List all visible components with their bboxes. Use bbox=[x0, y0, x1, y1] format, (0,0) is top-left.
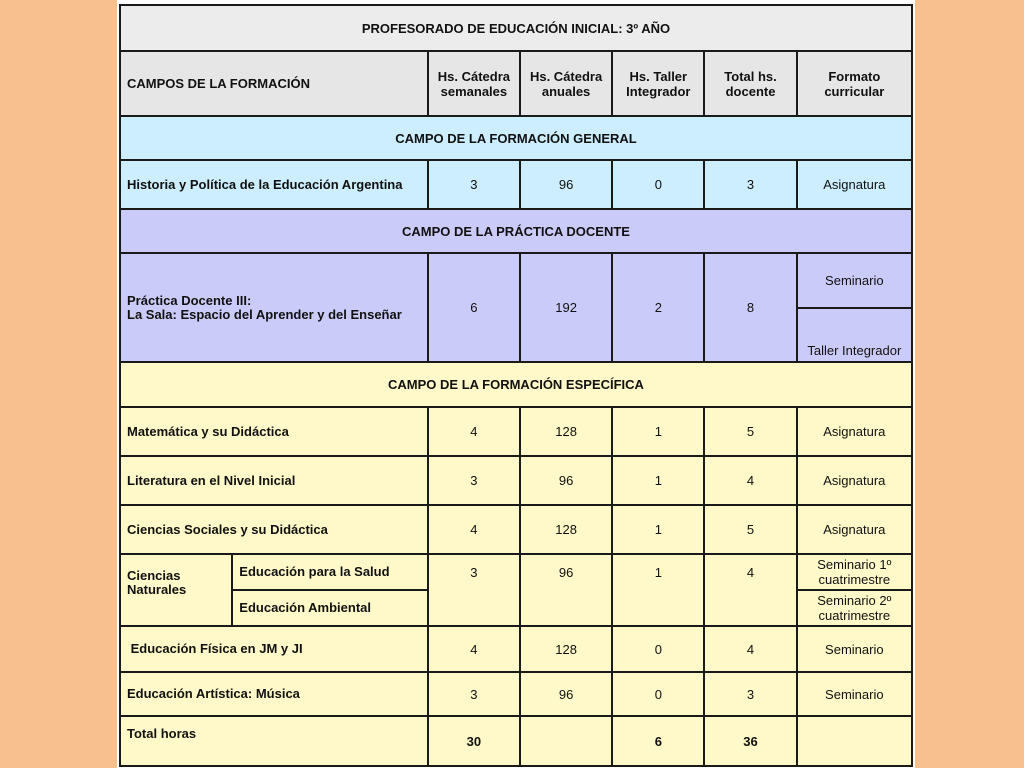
total-semanales: 30 bbox=[428, 716, 520, 766]
cell-semanales: 3 bbox=[428, 554, 520, 590]
subject-name: Educación para la Salud bbox=[232, 554, 427, 590]
subject-name-line1: Práctica Docente III: bbox=[127, 292, 252, 308]
subject-name-line2: La Sala: Espacio del Aprender y del Enseñar bbox=[127, 306, 402, 322]
subject-name: Literatura en el Nivel Inicial bbox=[120, 456, 428, 505]
band-general-label: CAMPO DE LA FORMACIÓN GENERAL bbox=[120, 116, 912, 160]
cell-total: 4 bbox=[704, 626, 796, 672]
cell-taller: 0 bbox=[612, 160, 704, 209]
totals-row bbox=[120, 716, 912, 766]
cell-taller: 2 bbox=[612, 253, 704, 362]
header-total: Total hs. docente bbox=[704, 51, 796, 116]
cell-anuales: 96 bbox=[520, 554, 612, 590]
subject-name: Educación Física en JM y JI bbox=[120, 626, 428, 672]
subject-name bbox=[120, 253, 428, 362]
table-title: PROFESORADO DE EDUCACIÓN INICIAL: 3º AÑO bbox=[120, 5, 912, 51]
cell-anuales: 128 bbox=[520, 626, 612, 672]
band-practica-label: CAMPO DE LA PRÁCTICA DOCENTE bbox=[120, 209, 912, 253]
cell-semanales: 3 bbox=[428, 672, 520, 716]
subject-name: Ciencias Sociales y su Didáctica bbox=[120, 505, 428, 554]
cell-taller: 1 bbox=[612, 456, 704, 505]
cell-total: 8 bbox=[704, 253, 796, 362]
band-especifica-label: CAMPO DE LA FORMACIÓN ESPECÍFICA bbox=[120, 362, 912, 407]
group-ciencias-naturales: Ciencias Naturales bbox=[120, 554, 232, 626]
table-row bbox=[120, 160, 912, 209]
band-practica bbox=[120, 209, 912, 253]
cell-total: 4 bbox=[704, 456, 796, 505]
cell-formato: Asignatura bbox=[797, 505, 912, 554]
cell-total: 5 bbox=[704, 505, 796, 554]
cell-taller: 0 bbox=[612, 672, 704, 716]
subject-name: Educación Ambiental bbox=[232, 590, 427, 626]
subject-name: Historia y Política de la Educación Argentina bbox=[120, 160, 428, 209]
curriculum-table bbox=[119, 4, 913, 767]
cell-formato: Asignatura bbox=[797, 160, 912, 209]
header-semanales: Hs. Cátedra semanales bbox=[428, 51, 520, 116]
table-row bbox=[120, 505, 912, 554]
cell-semanales: 4 bbox=[428, 505, 520, 554]
header-taller: Hs. Taller Integrador bbox=[612, 51, 704, 116]
cell-semanales: 3 bbox=[428, 160, 520, 209]
header-formato: Formato curricular bbox=[797, 51, 912, 116]
total-docente: 36 bbox=[704, 716, 796, 766]
table-row bbox=[120, 554, 912, 590]
table-row bbox=[120, 672, 912, 716]
cell-formato: Taller Integrador bbox=[797, 308, 912, 362]
cell-anuales: 96 bbox=[520, 672, 612, 716]
cell-anuales: 192 bbox=[520, 253, 612, 362]
cell-anuales: 96 bbox=[520, 160, 612, 209]
table-row bbox=[120, 253, 912, 308]
slide-sheet bbox=[117, 0, 915, 768]
cell-semanales: 3 bbox=[428, 456, 520, 505]
totals-label: Total horas bbox=[120, 716, 428, 766]
cell-taller: 1 bbox=[612, 554, 704, 590]
cell-total: 5 bbox=[704, 407, 796, 456]
title-row bbox=[120, 5, 912, 51]
cell-taller: 1 bbox=[612, 505, 704, 554]
total-taller: 6 bbox=[612, 716, 704, 766]
cell-taller: 1 bbox=[612, 407, 704, 456]
cell-formato: Seminario 2º cuatrimestre bbox=[797, 590, 912, 626]
table-row bbox=[120, 407, 912, 456]
cell-empty bbox=[612, 590, 704, 626]
cell-semanales: 4 bbox=[428, 626, 520, 672]
header-row bbox=[120, 51, 912, 116]
cell-formato: Asignatura bbox=[797, 407, 912, 456]
band-especifica bbox=[120, 362, 912, 407]
subject-name: Educación Artística: Música bbox=[120, 672, 428, 716]
cell-formato: Seminario bbox=[797, 253, 912, 308]
cell-formato: Seminario bbox=[797, 626, 912, 672]
cell-anuales: 128 bbox=[520, 505, 612, 554]
header-campos: CAMPOS DE LA FORMACIÓN bbox=[120, 51, 428, 116]
cell-anuales: 128 bbox=[520, 407, 612, 456]
cell-semanales: 4 bbox=[428, 407, 520, 456]
band-general bbox=[120, 116, 912, 160]
cell-total: 4 bbox=[704, 554, 796, 590]
cell-anuales: 96 bbox=[520, 456, 612, 505]
cell-empty bbox=[428, 590, 520, 626]
subject-name: Matemática y su Didáctica bbox=[120, 407, 428, 456]
table-row bbox=[120, 456, 912, 505]
cell-formato: Asignatura bbox=[797, 456, 912, 505]
cell-total: 3 bbox=[704, 160, 796, 209]
cell-empty bbox=[704, 590, 796, 626]
total-formato bbox=[797, 716, 912, 766]
cell-formato: Seminario 1º cuatrimestre bbox=[797, 554, 912, 590]
total-anuales bbox=[520, 716, 612, 766]
table-row bbox=[120, 626, 912, 672]
header-anuales: Hs. Cátedra anuales bbox=[520, 51, 612, 116]
cell-formato: Seminario bbox=[797, 672, 912, 716]
cell-semanales: 6 bbox=[428, 253, 520, 362]
cell-taller: 0 bbox=[612, 626, 704, 672]
table-row bbox=[120, 590, 912, 626]
cell-empty bbox=[520, 590, 612, 626]
cell-total: 3 bbox=[704, 672, 796, 716]
